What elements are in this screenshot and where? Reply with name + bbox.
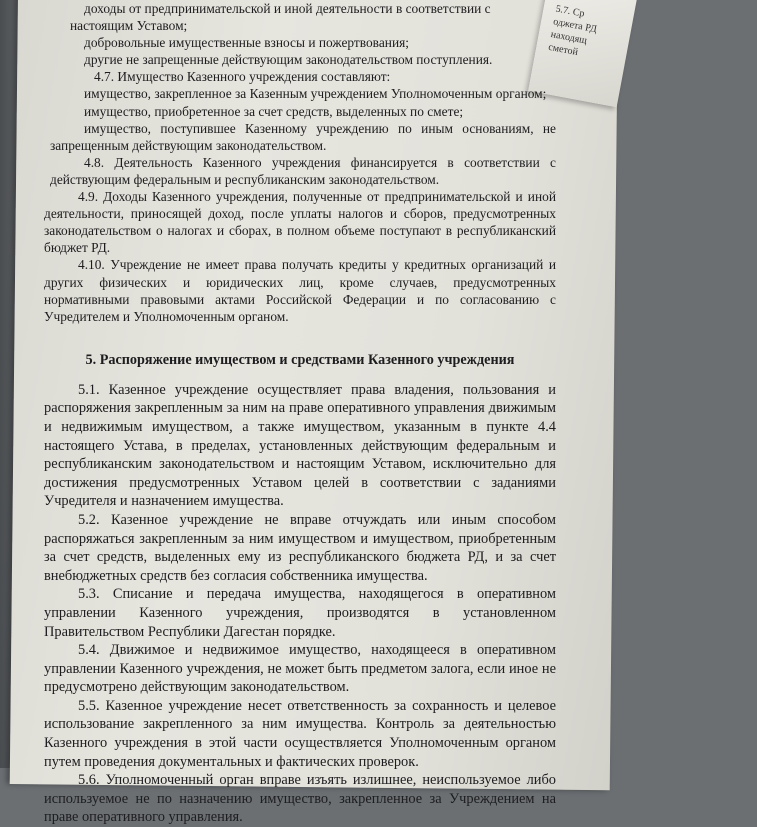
- paragraph: доходы от предпринимательской и иной деятельности в соответствии с: [84, 1, 491, 16]
- paragraph: 5.1. Казенное учреждение осуществляет права владения, пользования и распоряжения закрепленным за ним на праве оперативного управления движимым и недвижимым имуществом, а также имуществом, указанным в пункте 4.4 настоящего Устава, в пределах, установленных действующим федеральным и республиканским законодательством и настоящим Уставом, исключительно для достижения предусмотренных Уставом целей в соответствии с заданиями Учредителя и назначением имущества.: [44, 381, 556, 510]
- paragraph: 5.5. Казенное учреждение несет ответственность за сохранность и целевое использование закрепленного за ним имущества. Контроль за деятельностью Казенного учреждения в этой части осуществляется Уполномоченным органом путем проведения документальных и фактических проверок.: [44, 697, 556, 770]
- paragraph: другие не запрещенные действующим законодательством поступления.: [84, 52, 493, 68]
- paragraph: 4.10. Учреждение не имеет права получать кредиты у кредитных организаций и других физических и юридических лиц, кроме случаев, предусмотренных нормативными правовыми актами Российской Федерации и по согласованию с Учредителем и Уполномоченным органом.: [44, 257, 556, 324]
- spacer: [44, 369, 556, 381]
- paragraph: 5.2. Казенное учреждение не вправе отчуждать или иным способом распоряжаться закрепленным за ним имуществом и имуществом, приобретенным за счет средств, выделенных ему из республиканского бюджета РД, и за счет внебюджетных средств без согласия собственника имущества.: [44, 511, 556, 584]
- document-text: [44, 0, 556, 827]
- paragraph: настоящим Уставом;: [70, 18, 188, 34]
- section-heading: 5. Распоряжение имуществом и средствами Казенного учреждения: [85, 351, 515, 368]
- paragraph: добровольные имущественные взносы и пожертвования;: [84, 35, 409, 51]
- paragraph: 5.3. Списание и передача имущества, находящегося в оперативном управлении Казенного учреждения, производятся в установленном Правительством Республики Дагестан порядке.: [44, 586, 556, 640]
- paragraph: 4.7. Имущество Казенного учреждения составляют:: [94, 69, 391, 85]
- paragraph: 5.6. Уполномоченный орган вправе изъять излишнее, неиспользуемое либо используемое не по назначению имущество, закрепленное за Учреждением на праве оперативного управления.: [44, 772, 556, 826]
- adjacent-page-text: 5.7. Ср оджета РД находящ сметой: [547, 3, 598, 59]
- paragraph: 4.8. Деятельность Казенного учреждения финансируется в соответствии с действующим федеральным и республиканским законодательством.: [50, 154, 556, 187]
- paragraph: 4.9. Доходы Казенного учреждения, полученные от предпринимательской и иной деятельности, приносящей доход, после уплаты налогов и сборов, предусмотренных законодательством о налогах и сборах, в полном объеме поступают в республиканский бюджет РД.: [44, 189, 556, 256]
- paragraph: 5.4. Движимое и недвижимое имущество, находящееся в оперативном управлении Казенного учреждения, не может быть предметом залога, если иное не предусмотрено действующим законодательством.: [44, 642, 556, 696]
- paragraph: имущество, поступившее Казенному учреждению по иным основаниям, не запрещенным действующим законодательством.: [50, 120, 556, 153]
- paragraph: имущество, закрепленное за Казенным учреждением Уполномоченным органом;: [84, 86, 547, 102]
- paragraph: имущество, приобретенное за счет средств, выделенных по смете;: [84, 103, 464, 119]
- spacer: [44, 325, 556, 351]
